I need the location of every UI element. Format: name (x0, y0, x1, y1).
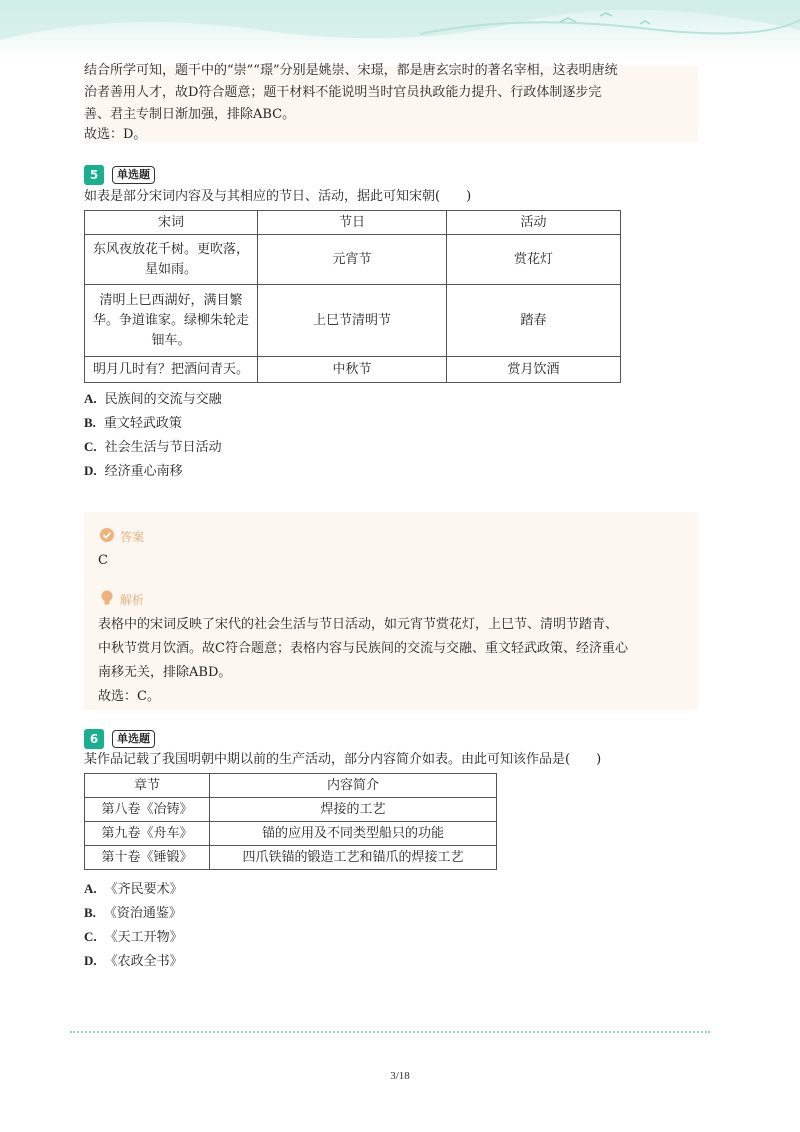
cell-line: 东风夜放花千树。更吹落， (92, 241, 249, 257)
option-key: C. (84, 929, 97, 944)
analysis-line: 南移无关，排除ABD。 (98, 665, 232, 680)
option-text: 经济重心南移 (104, 464, 183, 479)
cell-line: 明月几时有？把酒问青天。 (92, 361, 249, 377)
cell-line: 钿车。 (151, 332, 191, 348)
option-key: C. (84, 439, 97, 454)
table-cell: 上巳节清明节 (258, 285, 447, 357)
option-b[interactable] (84, 904, 182, 923)
previous-explanation-box (84, 63, 698, 142)
answer-tag (100, 528, 144, 545)
table-cell: 第十卷《锤锻》 (85, 846, 210, 870)
table-header: 章节 (85, 774, 210, 798)
question-5-stem: 如表是部分宋词内容及与其相应的节日、活动，据此可知宋朝( ) (84, 189, 472, 204)
lightbulb-icon (100, 590, 114, 609)
option-text: 《齐民要术》 (104, 882, 183, 897)
question-type-tag: 单选题 (112, 166, 155, 184)
question-number-badge: 5 (84, 165, 104, 185)
option-d[interactable] (84, 952, 183, 971)
cell-line: 星如雨。 (144, 261, 197, 277)
option-text: 《资治通鉴》 (103, 906, 182, 921)
analysis-tag (100, 590, 144, 609)
table-cell: 赏月饮酒 (447, 357, 621, 383)
table-cell: 元宵节 (258, 235, 447, 285)
option-key: B. (84, 415, 96, 430)
option-text: 社会生活与节日活动 (104, 440, 222, 455)
table-header: 节日 (258, 211, 447, 235)
question-number-badge: 6 (84, 729, 104, 749)
table-cell: 赏花灯 (447, 235, 621, 285)
option-c[interactable] (84, 928, 183, 947)
page-number: 3/18 (390, 1070, 410, 1082)
table-row (85, 285, 621, 357)
question-5-table (84, 210, 621, 383)
option-d[interactable] (84, 462, 183, 481)
explanation-line: 故选：D。 (84, 127, 147, 142)
table-row (85, 846, 497, 870)
question-type-tag: 单选题 (112, 730, 155, 748)
analysis-line: 故选：C。 (98, 689, 160, 704)
table-row (85, 357, 621, 383)
question-6-header (84, 729, 155, 749)
table-cell: 踏春 (447, 285, 621, 357)
table-cell (85, 285, 258, 357)
table-header: 宋词 (85, 211, 258, 235)
option-text: 重文轻武政策 (103, 416, 182, 431)
table-header: 活动 (447, 211, 621, 235)
question-6-table (84, 773, 497, 870)
analysis-line: 中秋节赏月饮酒。故C符合题意；表格内容与民族间的交流与交融、重文轻武政策、经济重心 (98, 641, 628, 656)
analysis-line: 表格中的宋词反映了宋代的社会生活与节日活动，如元宵节赏花灯，上巳节、清明节踏青、 (98, 617, 619, 632)
check-circle-icon (100, 528, 114, 545)
table-cell: 中秋节 (258, 357, 447, 383)
cell-line: 清明上巳西湖好，满目繁 (99, 292, 243, 308)
option-text: 民族间的交流与交融 (104, 392, 222, 407)
option-text: 《农政全书》 (104, 954, 183, 969)
explanation-line: 结合所学可知，题干中的“崇”“璟”分别是姚崇、宋璟，都是唐玄宗时的著名宰相，这表明唐统 (84, 63, 618, 78)
option-c[interactable] (84, 438, 222, 457)
question-5-header (84, 165, 155, 185)
option-key: A. (84, 391, 97, 406)
table-row (85, 822, 497, 846)
option-key: B. (84, 905, 96, 920)
table-cell: 锚的应用及不同类型船只的功能 (210, 822, 497, 846)
header-decoration (0, 0, 800, 60)
table-cell: 第九卷《舟车》 (85, 822, 210, 846)
option-key: A. (84, 881, 97, 896)
table-header: 内容简介 (210, 774, 497, 798)
table-cell: 四爪铁锚的锻造工艺和锚爪的焊接工艺 (210, 846, 497, 870)
table-cell (85, 357, 258, 383)
table-cell: 第八卷《冶铸》 (85, 798, 210, 822)
question-6-stem: 某作品记载了我国明朝中期以前的生产活动，部分内容简介如表。由此可知该作品是( ) (84, 752, 602, 767)
explanation-line: 治者善用人才，故D符合题意；题干材料不能说明当时官员执政能力提升、行政体制逐步完 (84, 85, 602, 100)
option-key: D. (84, 463, 97, 478)
option-b[interactable] (84, 414, 182, 433)
analysis-label: 解析 (120, 593, 145, 607)
table-row (85, 798, 497, 822)
option-text: 《天工开物》 (104, 930, 183, 945)
option-key: D. (84, 953, 97, 968)
cell-line: 华。争道谁家。绿柳朱轮走 (92, 312, 249, 328)
table-cell: 焊接的工艺 (210, 798, 497, 822)
answer-label: 答案 (120, 530, 145, 544)
explanation-line: 善、君主专制日渐加强，排除ABC。 (84, 107, 296, 122)
table-cell (85, 235, 258, 285)
answer-box (84, 512, 698, 710)
option-a[interactable] (84, 880, 183, 899)
dotted-divider (70, 1031, 710, 1033)
table-row (85, 235, 621, 285)
option-a[interactable] (84, 390, 222, 409)
answer-value: C (98, 553, 108, 568)
